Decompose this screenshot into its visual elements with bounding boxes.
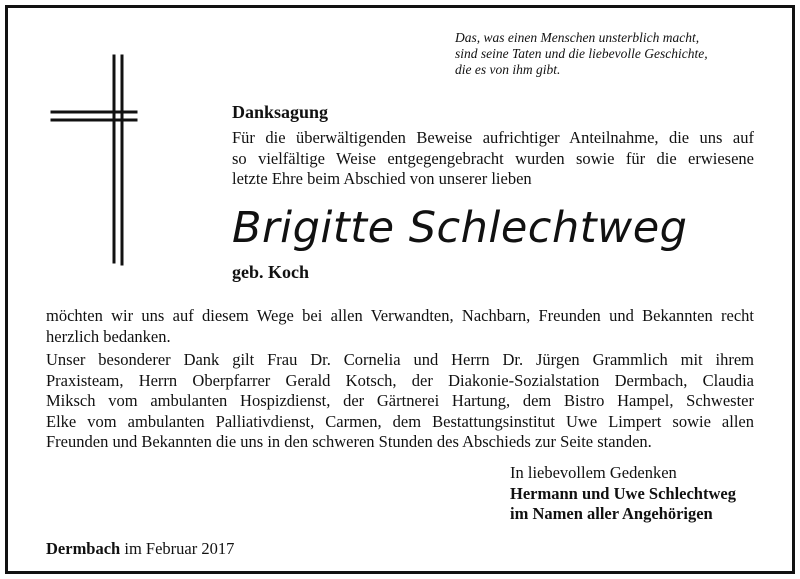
heading-title: Danksagung xyxy=(232,102,329,122)
quote-line: die es von ihm gibt. xyxy=(455,62,561,77)
deceased-name: Brigitte Schlechtweg xyxy=(232,203,688,253)
paragraph-line: Miksch vom ambulanten Hospizdienst, der Gärtnerei Hartung, dem Bistro Hampel, Schwester xyxy=(46,391,754,410)
intro-line: Für die überwältigenden Beweise aufrichtiger Anteilnahme, die uns auf xyxy=(232,128,754,147)
thanks-paragraph xyxy=(46,306,754,347)
maiden-name: geb. Koch xyxy=(232,262,310,282)
intro-text xyxy=(232,128,754,190)
cross-icon xyxy=(48,52,138,272)
paragraph-line: Elke vom ambulanten Palliativdienst, Carmen, dem Bestattungsinstitut Uwe Limpert sowie allen xyxy=(46,411,754,431)
paragraph-line: Praxisteam, Herrn Oberpfarrer Gerald Kotsch, der Diakonie-Sozialstation Dermbach, Claudia xyxy=(46,370,754,390)
paragraph-line: Freunden und Bekannten die uns in den schweren Stunden des Abschieds zur Seite standen. xyxy=(46,432,652,451)
quote-line: Das, was einen Menschen unsterblich macht, xyxy=(455,30,700,45)
signatory-names: Hermann und Uwe Schlechtweg xyxy=(510,483,736,503)
paragraph-line: herzlich bedanken. xyxy=(46,326,171,346)
signatory-family: im Namen aller Angehörigen xyxy=(510,504,713,523)
paragraph-line: möchten wir uns auf diesem Wege bei allen Verwandten, Nachbarn, Freunden und Bekannten recht xyxy=(46,306,754,325)
place-name: Dermbach xyxy=(46,539,121,558)
date-text: im Februar 2017 xyxy=(124,539,235,558)
intro-line: letzte Ehre beim Abschied von unserer lieben xyxy=(232,169,532,188)
closing-phrase: In liebevollem Gedenken xyxy=(510,463,677,482)
intro-line: so vielfältige Weise entgegengebracht wurden sowie für die erwiesene xyxy=(232,148,754,168)
epigraph-quote xyxy=(455,30,775,78)
place-date xyxy=(46,539,234,559)
special-thanks-paragraph xyxy=(46,350,754,453)
quote-line: sind seine Taten und die liebevolle Geschichte, xyxy=(455,46,708,61)
closing-signature xyxy=(510,463,736,525)
paragraph-line: Unser besonderer Dank gilt Frau Dr. Cornelia und Herrn Dr. Jürgen Grammlich mit ihrem xyxy=(46,350,754,369)
